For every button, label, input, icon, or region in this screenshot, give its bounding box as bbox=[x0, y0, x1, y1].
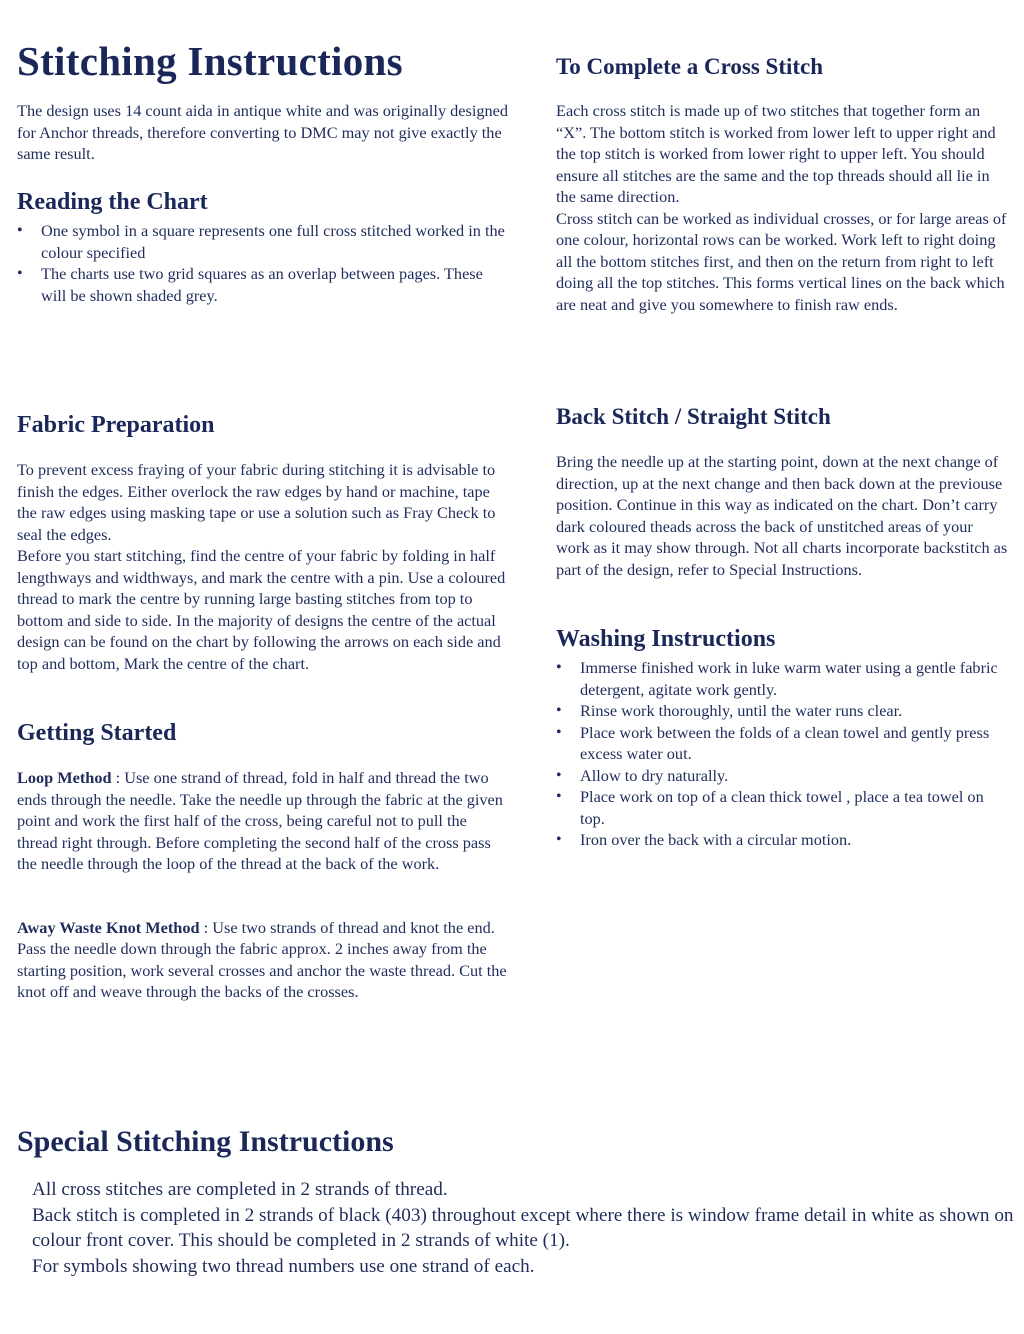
intro-block bbox=[17, 100, 511, 165]
complete-cross-paragraph: Each cross stitch is made up of two stitches that together form an “X”. The bottom stitch is worked from lower left to upper right and the top stitch is worked from lower right to upper left. You should ensure all stitches are the same and the top threads should all lie in the same direction. bbox=[556, 101, 996, 206]
special-instructions-body bbox=[32, 1177, 1017, 1279]
special-instruction-line: For symbols showing two thread numbers use one strand of each. bbox=[32, 1255, 535, 1277]
fabric-prep-paragraph: Before you start stitching, find the centre of your fabric by folding in half lengthways and widthways, and mark the centre with a pin. Use a coloured thread to mark the centre by running large basting stitches from top to bottom and side to side. In the majority of designs the centre of the actual design can be found on the chart by following the arrows on each side and top and bottom, Mark the centre of the chart. bbox=[17, 546, 506, 673]
fabric-prep-paragraph: To prevent excess fraying of your fabric during stitching it is advisable to finish the edges. Either overlock the raw edges by hand or machine, tape the raw edges using masking tape or use a solution such as Fray Check to seal the edges. bbox=[17, 460, 496, 544]
back-stitch-paragraph: Bring the needle up at the starting point, down at the next change of direction, up at the next change and then back down at the previouse position. Continue in this way as indicated on the chart. Don’t carry dark coloured theads across the back of unstitched areas of your work as it may show through. Not all charts incorporate backstitch as part of the design, refer to Special Instructions. bbox=[556, 452, 1008, 579]
reading-chart-section bbox=[17, 188, 511, 306]
list-item: • The charts use two grid squares as an overlap between pages. These will be shown shaded grey. bbox=[17, 263, 511, 306]
fabric-prep-section bbox=[17, 411, 511, 674]
getting-started-heading: Getting Started bbox=[17, 720, 177, 746]
complete-cross-heading: To Complete a Cross Stitch bbox=[556, 54, 824, 79]
main-title-block bbox=[17, 38, 517, 84]
loop-method-text: : Use one strand of thread, fold in half and thread the two ends through the needle. Take the needle up through the fabric at the given point and work the first half of the cross, being careful not to pull the thread right through. Before completing the second half of the cross pass the needle through the loop of the thread at the back of the work. bbox=[17, 768, 503, 873]
fabric-prep-heading: Fabric Preparation bbox=[17, 412, 215, 438]
list-item: • One symbol in a square represents one full cross stitched worked in the colour specified bbox=[17, 220, 511, 263]
away-waste-label: Away Waste Knot Method bbox=[17, 917, 200, 937]
list-item: • Rinse work thoroughly, until the water runs clear. bbox=[556, 700, 1008, 722]
back-stitch-heading: Back Stitch / Straight Stitch bbox=[556, 404, 831, 429]
complete-cross-section bbox=[556, 53, 1008, 315]
loop-method-paragraph bbox=[17, 767, 511, 875]
list-item: • Place work between the folds of a clean towel and gently press excess water out. bbox=[556, 722, 1008, 765]
list-item: • Immerse finished work in luke warm water using a gentle fabric detergent, agitate work gently. bbox=[556, 657, 1008, 700]
washing-section bbox=[556, 625, 1008, 851]
back-stitch-section bbox=[556, 403, 1008, 580]
special-instruction-line: Back stitch is completed in 2 strands of black (403) throughout except where there is window frame detail in white as shown on colour front cover. This should be completed in 2 strands of white (1). bbox=[32, 1204, 1014, 1252]
washing-list bbox=[556, 657, 1008, 851]
complete-cross-paragraph: Cross stitch can be worked as individual crosses, or for large areas of one colour, horizontal rows can be worked. Work left to right doing all the bottom stitches first, and then on the return from right to left doing all the top stitches. This forms vertical lines on the back which are neat and give you somewhere to finish raw ends. bbox=[556, 208, 1007, 314]
list-item: • Allow to dry naturally. bbox=[556, 765, 1008, 787]
page-title: Stitching Instructions bbox=[17, 38, 403, 84]
list-item: • Place work on top of a clean thick towel , place a tea towel on top. bbox=[556, 786, 1008, 829]
away-waste-text: : Use two strands of thread and knot the end. Pass the needle down through the fabric approx. 2 inches away from the starting position, work several crosses and anchor the waste thread. Cut the knot off and weave through the backs of the crosses. bbox=[17, 917, 507, 1001]
reading-chart-heading: Reading the Chart bbox=[17, 189, 208, 215]
away-waste-paragraph bbox=[17, 917, 511, 1003]
reading-chart-list bbox=[17, 220, 511, 306]
list-item: • Iron over the back with a circular motion. bbox=[556, 829, 1008, 851]
special-instructions-heading: Special Stitching Instructions bbox=[17, 1125, 394, 1158]
loop-method-label: Loop Method bbox=[17, 768, 112, 787]
washing-heading: Washing Instructions bbox=[556, 626, 776, 652]
special-instruction-line: All cross stitches are completed in 2 strands of thread. bbox=[32, 1179, 448, 1200]
getting-started-section bbox=[17, 719, 511, 1003]
intro-paragraph: The design uses 14 count aida in antique white and was originally designed for Anchor threads, therefore converting to DMC may not give exactly the same result. bbox=[17, 101, 509, 163]
